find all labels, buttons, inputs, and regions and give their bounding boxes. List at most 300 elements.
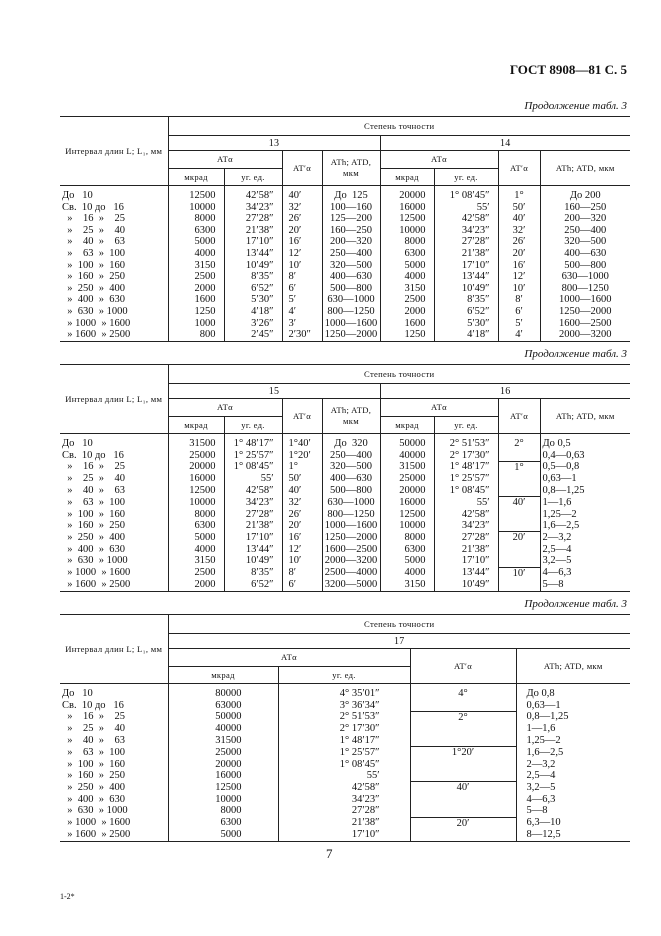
table-row [60,225,630,237]
at-alpha-prime [410,770,516,782]
table-row [60,555,630,567]
ath-atd: 0,5—0,8 [540,461,630,473]
ath-atd: 400—630 [322,271,380,283]
table-row [60,567,630,579]
at-alpha-prime: 3′ [282,318,322,330]
ath-atd: 500—800 [540,260,630,272]
ath-atd: 500—800 [322,283,380,295]
interval-cell: » 40 » 63 [62,734,125,746]
at-alpha-header: ATα [380,399,498,417]
at-alpha-deg: 8′35″ [224,567,282,579]
interval-cell: » 16 » 25 [62,461,125,473]
at-alpha-prime [410,829,516,841]
at-alpha-mkrad: 10000 [380,225,434,237]
ath-atd: 2000—3200 [322,555,380,567]
at-alpha-mkrad: 5000 [380,260,434,272]
mkrad-header: мкрад [168,417,224,434]
interval-cell: » 63 » 100 [62,247,125,259]
at-alpha-deg: 17′10″ [224,236,282,248]
interval-cell: Св. 10 до 16 [62,699,124,711]
table-row [60,684,630,700]
deg-header: уг. ед. [434,417,498,434]
at-alpha-deg: 1° 25′57″ [278,746,410,758]
table-row [60,700,630,712]
ath-atd: 3,2—5 [540,555,630,567]
interval-cell: » 16 » 25 [62,711,125,723]
interval-cell: » 25 » 40 [62,473,125,485]
at-alpha-mkrad: 31500 [380,461,434,473]
at-alpha-mkrad: 1250 [168,306,224,318]
at-alpha-mkrad: 5000 [168,236,224,248]
ath-atd: 800—1250 [540,283,630,295]
table-3 [60,614,630,842]
at-alpha-mkrad: 25000 [168,450,224,462]
at-alpha-deg: 55′ [434,202,498,214]
ath-atd: 1250—2000 [540,306,630,318]
at-alpha-prime: 20′ [282,225,322,237]
at-alpha-mkrad: 2000 [168,283,224,295]
ath-atd: 320—500 [322,461,380,473]
ath-atd: 2000—3200 [540,329,630,341]
table-row [60,746,630,758]
at-alpha-deg: 1° 08′45″ [278,759,410,771]
at-alpha-mkrad: 8000 [168,805,278,817]
at-alpha-prime: 1° [498,186,540,202]
ath-atd: 1,25—2 [516,735,630,747]
at-alpha-mkrad: 6300 [168,225,224,237]
at-alpha-mkrad: 2500 [168,567,224,579]
at-alpha-deg: 1° 48′17″ [278,735,410,747]
at-alpha-prime: 2′30″ [282,329,322,341]
at-alpha-mkrad: 80000 [168,684,278,700]
at-alpha-mkrad: 8000 [380,236,434,248]
table-row [60,579,630,591]
at-alpha-mkrad: 5000 [380,555,434,567]
at-alpha-deg: 6′52″ [224,579,282,591]
at-alpha-mkrad: 12500 [380,213,434,225]
ath-atd: 0,63—1 [540,473,630,485]
at-alpha-prime: 1°20′ [410,746,516,758]
deg-header: уг. ед. [224,169,282,186]
at-alpha-prime-header: AT′α [498,399,540,434]
at-alpha-deg: 55′ [224,473,282,485]
degree-header: Степень точности [168,615,630,634]
at-alpha-prime: 20′ [498,248,540,260]
interval-cell: » 40 » 63 [62,484,125,496]
at-alpha-mkrad: 25000 [380,473,434,485]
at-alpha-mkrad: 10000 [168,794,278,806]
at-alpha-deg: 42′58″ [224,186,282,202]
mkrad-header: мкрад [168,667,278,684]
at-alpha-prime: 20′ [410,817,516,829]
at-alpha-mkrad: 4000 [380,271,434,283]
mkrad-header: мкрад [380,417,434,434]
at-alpha-prime [498,544,540,556]
at-alpha-mkrad: 63000 [168,700,278,712]
at-alpha-mkrad: 4000 [380,567,434,579]
at-alpha-deg: 8′35″ [224,271,282,283]
ath-atd: 2—3,2 [516,759,630,771]
at-alpha-mkrad: 6300 [380,544,434,556]
at-alpha-deg: 27′28″ [434,236,498,248]
ath-atd: До 200 [540,186,630,202]
at-alpha-prime: 50′ [498,202,540,214]
table-1 [60,116,630,342]
continuation-label: Продолжение табл. 3 [524,598,627,610]
degree-header: Степень точности [168,117,630,136]
at-alpha-deg: 2° 17′30″ [434,450,498,462]
at-alpha-prime: 40′ [282,186,322,202]
at-alpha-deg: 17′10″ [278,829,410,841]
table-row [60,434,630,450]
table-row [60,817,630,829]
ath-atd: 0,8—1,25 [516,711,630,723]
ath-atd: 320—500 [540,236,630,248]
interval-cell: До 10 [62,190,93,201]
at-alpha-mkrad: 12500 [168,485,224,497]
at-alpha-prime-header: AT′α [282,151,322,186]
at-alpha-deg: 3° 36′34″ [278,700,410,712]
ath-atd: 3,2—5 [516,782,630,794]
at-alpha-prime: 20′ [498,532,540,544]
at-alpha-deg: 21′38″ [278,817,410,829]
ath-atd: 125—200 [322,213,380,225]
at-alpha-deg: 2° 17′30″ [278,723,410,735]
table-row [60,248,630,260]
table-row [60,723,630,735]
at-alpha-deg: 42′58″ [434,213,498,225]
table-row [60,805,630,817]
ath-atd: 2—3,2 [540,532,630,544]
ath-atd: 2,5—4 [516,770,630,782]
ath-atd: 0,63—1 [516,700,630,712]
ath-atd: 630—1000 [540,271,630,283]
interval-cell: » 1600 » 2500 [60,329,168,341]
at-alpha-prime: 8′ [498,294,540,306]
at-alpha-deg: 10′49″ [434,283,498,295]
at-alpha-mkrad: 1250 [380,329,434,341]
ath-atd: 0,8—1,25 [540,485,630,497]
at-alpha-deg: 21′38″ [434,248,498,260]
at-alpha-prime [498,555,540,567]
interval-cell: Св. 10 до 16 [62,201,124,213]
at-alpha-deg: 34′23″ [434,225,498,237]
interval-cell: » 400 » 630 [62,294,125,306]
at-alpha-deg: 6′52″ [224,283,282,295]
ath-atd: 1600—2500 [322,544,380,556]
interval-cell: До 10 [62,688,93,699]
interval-cell: » 250 » 400 [62,282,125,294]
ath-atd: До 0,8 [516,684,630,700]
at-alpha-prime: 5′ [498,318,540,330]
at-alpha-deg: 1° 08′45″ [224,461,282,473]
at-alpha-prime: 1° [282,461,322,473]
at-alpha-mkrad: 3150 [380,283,434,295]
at-alpha-mkrad: 31500 [168,434,224,450]
at-alpha-deg: 42′58″ [224,485,282,497]
table-row [60,711,630,723]
table-row [60,260,630,272]
at-alpha-deg: 3′26″ [224,318,282,330]
at-alpha-prime: 12′ [282,544,322,556]
interval-cell: » 630 » 1000 [62,305,128,317]
footer-mark: 1-2* [60,892,75,901]
ath-atd: 800—1250 [322,306,380,318]
at-alpha-prime: 2° [410,711,516,723]
at-alpha-prime [410,794,516,806]
degree-14: 14 [380,136,630,151]
at-alpha-deg: 4′18″ [224,306,282,318]
at-alpha-deg: 1° 25′57″ [224,450,282,462]
at-alpha-mkrad: 1600 [168,294,224,306]
at-alpha-prime: 50′ [282,473,322,485]
table-row [60,461,630,473]
at-alpha-prime: 8′ [282,271,322,283]
interval-cell: » 1600 » 2500 [60,579,168,591]
table-row [60,509,630,521]
at-alpha-deg: 10′49″ [224,555,282,567]
ath-atd: 1000—1600 [322,520,380,532]
at-alpha-mkrad: 20000 [380,485,434,497]
interval-cell: » 100 » 160 [62,508,125,520]
at-alpha-mkrad: 10000 [380,520,434,532]
ath-atd-header: ATh; ATD, мкм [516,649,630,684]
interval-cell: » 40 » 63 [62,236,125,248]
ath-atd: 4—6,3 [516,794,630,806]
at-alpha-prime: 16′ [282,532,322,544]
ath-atd: 100—160 [322,202,380,214]
at-alpha-prime: 4′ [282,306,322,318]
interval-cell: » 63 » 100 [62,746,125,758]
ath-atd-header: ATh; ATD, мкм [540,151,630,186]
ath-atd: 2,5—4 [540,544,630,556]
interval-header: Интервал длин L; L₁, мм [60,365,168,434]
ath-atd-header: ATh; ATD, мкм [540,399,630,434]
at-alpha-mkrad: 3150 [168,260,224,272]
ath-atd: 3200—5000 [322,579,380,591]
at-alpha-deg: 1° 25′57″ [434,473,498,485]
at-alpha-deg: 2° 51′53″ [278,711,410,723]
ath-atd: 160—250 [540,202,630,214]
at-alpha-prime [498,473,540,485]
table-row [60,496,630,508]
at-alpha-mkrad: 5000 [168,829,278,841]
continuation-label: Продолжение табл. 3 [524,100,627,112]
table-row [60,329,630,341]
interval-cell: » 160 » 250 [62,770,125,782]
at-alpha-prime: 32′ [498,225,540,237]
deg-header: уг. ед. [278,667,410,684]
ath-atd: 0,4—0,63 [540,450,630,462]
at-alpha-mkrad: 8000 [380,532,434,544]
interval-cell: » 1600 » 2500 [60,829,168,841]
degree-15: 15 [168,384,380,399]
table-row [60,473,630,485]
at-alpha-mkrad: 12500 [168,782,278,794]
at-alpha-prime: 1°40′ [282,434,322,450]
ath-atd: 1250—2000 [322,329,380,341]
ath-atd: 1600—2500 [540,318,630,330]
at-alpha-mkrad: 50000 [380,434,434,450]
ath-atd: 1250—2000 [322,532,380,544]
at-alpha-deg: 21′38″ [434,544,498,556]
ath-atd: 1,25—2 [540,509,630,521]
at-alpha-prime [498,485,540,497]
at-alpha-mkrad: 40000 [380,450,434,462]
at-alpha-deg: 13′44″ [434,271,498,283]
table-row [60,485,630,497]
at-alpha-prime [498,579,540,591]
at-alpha-prime: 40′ [410,782,516,794]
at-alpha-deg: 2′45″ [224,329,282,341]
interval-cell: » 400 » 630 [62,793,125,805]
at-alpha-prime: 8′ [282,567,322,579]
at-alpha-prime-header: AT′α [410,649,516,684]
table-row [60,294,630,306]
at-alpha-header: ATα [168,399,282,417]
at-alpha-mkrad: 8000 [168,213,224,225]
at-alpha-deg: 1° 08′45″ [434,485,498,497]
page-header: ГОСТ 8908—81 С. 5 [509,62,627,77]
at-alpha-header: ATα [168,151,282,169]
ath-atd: 200—320 [322,236,380,248]
ath-atd: 200—320 [540,213,630,225]
at-alpha-deg: 1° 48′17″ [224,434,282,450]
table-row [60,450,630,462]
at-alpha-prime: 40′ [498,213,540,225]
at-alpha-mkrad: 16000 [168,473,224,485]
at-alpha-mkrad: 6300 [168,817,278,829]
at-alpha-deg: 2° 51′53″ [434,434,498,450]
ath-atd: 400—630 [540,248,630,260]
at-alpha-prime: 4′ [498,329,540,341]
at-alpha-prime: 6′ [282,579,322,591]
interval-header: Интервал длин L; L₁, мм [60,615,168,684]
at-alpha-deg: 34′23″ [278,794,410,806]
ath-atd: 400—630 [322,473,380,485]
at-alpha-prime: 10′ [282,555,322,567]
table-row [60,520,630,532]
at-alpha-prime: 12′ [282,248,322,260]
at-alpha-prime [410,700,516,712]
at-alpha-deg: 17′10″ [224,532,282,544]
table-row [60,271,630,283]
ath-atd: До 320 [322,434,380,450]
at-alpha-mkrad: 20000 [168,759,278,771]
table-row [60,283,630,295]
degree-13: 13 [168,136,380,151]
at-alpha-prime: 5′ [282,294,322,306]
table-row [60,213,630,225]
at-alpha-prime: 40′ [282,485,322,497]
at-alpha-mkrad: 50000 [168,711,278,723]
interval-cell: » 160 » 250 [62,271,125,283]
table-row [60,794,630,806]
ath-atd: 160—250 [322,225,380,237]
ath-atd: До 0,5 [540,434,630,450]
at-alpha-mkrad: 3150 [380,579,434,591]
ath-atd: До 125 [322,186,380,202]
at-alpha-deg: 17′10″ [434,260,498,272]
at-alpha-prime: 40′ [498,496,540,508]
at-alpha-mkrad: 800 [168,329,224,341]
interval-cell: » 250 » 400 [62,782,125,793]
at-alpha-prime: 16′ [282,236,322,248]
at-alpha-mkrad: 5000 [168,532,224,544]
at-alpha-prime: 26′ [498,236,540,248]
at-alpha-deg: 34′23″ [224,202,282,214]
table-row [60,829,630,841]
at-alpha-mkrad: 12500 [380,509,434,521]
ath-atd: 250—400 [540,225,630,237]
continuation-label: Продолжение табл. 3 [524,348,627,360]
at-alpha-mkrad: 40000 [168,723,278,735]
at-alpha-deg: 6′52″ [434,306,498,318]
ath-atd: 800—1250 [322,509,380,521]
at-alpha-prime: 6′ [498,306,540,318]
degree-17: 17 [168,634,630,649]
interval-cell: » 160 » 250 [62,520,125,532]
at-alpha-deg: 27′28″ [434,532,498,544]
interval-cell: » 25 » 40 [62,723,125,735]
interval-cell: » 250 » 400 [62,532,125,543]
ath-atd: 8—12,5 [516,829,630,841]
ath-atd-header: ATh; ATD, мкм [322,399,380,434]
interval-cell: » 1000 » 1600 [62,817,131,829]
at-alpha-prime [410,735,516,747]
interval-cell: » 1000 » 1600 [62,567,131,579]
at-alpha-header: ATα [380,151,498,169]
ath-atd: 1000—1600 [322,318,380,330]
at-alpha-prime: 2° [498,434,540,450]
deg-header: уг. ед. [434,169,498,186]
at-alpha-header: ATα [168,649,410,667]
at-alpha-mkrad: 1600 [380,318,434,330]
at-alpha-prime: 32′ [282,202,322,214]
at-alpha-mkrad: 12500 [168,186,224,202]
at-alpha-prime [410,723,516,735]
at-alpha-deg: 10′49″ [434,579,498,591]
table-row [60,202,630,214]
interval-cell: До 10 [62,438,93,449]
table-2 [60,364,630,592]
at-alpha-prime: 1° [498,461,540,473]
at-alpha-deg: 13′44″ [434,567,498,579]
at-alpha-mkrad: 10000 [168,202,224,214]
at-alpha-prime: 6′ [282,283,322,295]
at-alpha-prime: 32′ [282,496,322,508]
at-alpha-deg: 21′38″ [224,225,282,237]
at-alpha-deg: 55′ [434,496,498,508]
ath-atd-header: ATh; ATD, мкм [322,151,380,186]
table-row [60,186,630,202]
at-alpha-prime: 10′ [282,260,322,272]
ath-atd: 1,6—2,5 [540,520,630,532]
at-alpha-mkrad: 6300 [380,248,434,260]
at-alpha-prime [498,520,540,532]
at-alpha-deg: 27′28″ [224,509,282,521]
at-alpha-prime: 1°20′ [282,450,322,462]
at-alpha-prime: 26′ [282,509,322,521]
table-row [60,532,630,544]
at-alpha-mkrad: 2500 [380,294,434,306]
ath-atd: 5—8 [516,805,630,817]
at-alpha-deg: 13′44″ [224,248,282,260]
table-row [60,544,630,556]
mkrad-header: мкрад [380,169,434,186]
at-alpha-deg: 8′35″ [434,294,498,306]
degree-header: Степень точности [168,365,630,384]
